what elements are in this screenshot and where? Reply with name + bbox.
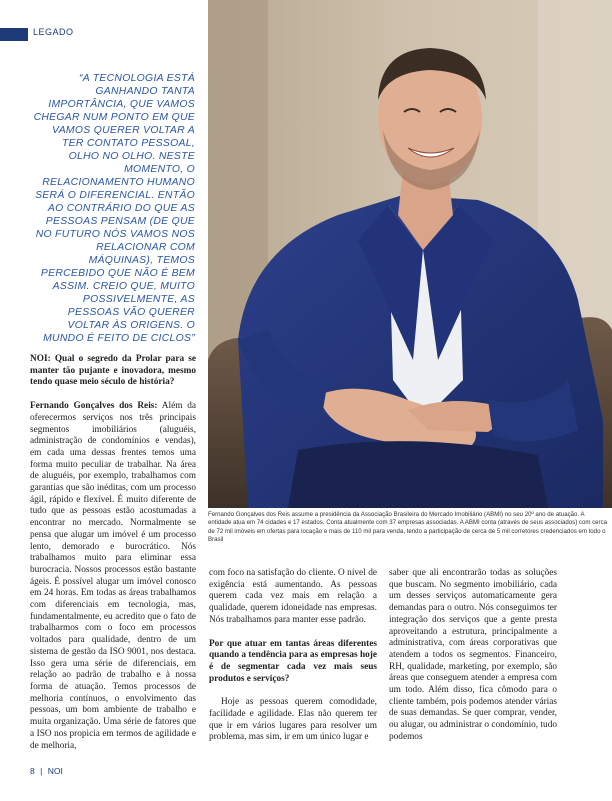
magazine-brand: NOI [47, 766, 63, 776]
answer-speaker: Fernando Gonçalves dos Reis: [30, 401, 158, 412]
interview-question: Por que atuar em tantas áreas diferentes quando a tendência para as empresas hoje é de segmentar cada vez mais seus produtos e serviços? [209, 638, 377, 684]
article-column-right [389, 568, 557, 744]
pull-quote: “A TECNOLOGIA ESTÁ GANHANDO TANTA IMPORTÂNCIA, QUE VAMOS CHEGAR NUM PONTO EM QUE VAMOS QUERER VOLTAR A TER CONTATO PESSOAL, OLHO NO OLHO. NESTE MOMENTO, O RELACIONAMENTO HUMANO SERÁ O DIFERENCIAL. ENTÃO AO CONTRÁRIO DO QUE AS PESSOAS PENSAM (DE QUE NO FUTURO NÓS VAMOS NOS RELACIONAR COM MÁQUINAS), TEMOS PERCEBIDO QUE NÃO É BEM ASSIM. CREIO QUE, MUITO POSSIVELMENTE, AS PESSOAS VÃO QUERER VOLTAR ÀS ORIGENS. O MUNDO É FEITO DE CICLOS” [33, 73, 195, 344]
article-column-middle [209, 568, 377, 744]
interview-answer [30, 401, 196, 752]
interview-question: NOI: Qual o segredo da Prolar para se manter tão pujante e inovadora, mesmo tendo quase meio século de história? [30, 354, 196, 388]
section-marker [0, 28, 28, 41]
answer-continuation: saber que ali encontrarão todas as soluções que buscam. No segmento imobiliário, cada um desses serviços automaticamente gera demandas para o outro. Nós conseguimos ter integração dos serviços que a gente presta aproveitando a estrutura, principalmente a administrativa, com áreas corporativas que atendem a todos os segmentos. Financeiro, RH, qualidade, marketing, por exemplo, são áreas que conseguem atender a empresa com um todo. Além disso, fica cômodo para o cliente também, pois podemos atender várias de suas demandas. Se quer comprar, vender, ou alugar, ou administrar o condomínio, tudo podemos [389, 568, 557, 742]
portrait-photo [208, 0, 612, 508]
page-footer [30, 766, 66, 776]
footer-separator: | [40, 766, 43, 776]
answer-text: Hoje as pessoas querem comodidade, facilidade e agilidade. Elas não querem ter que ir em vários lugares para resolver um problema, mas sim, ir em um único lugar e [209, 697, 377, 743]
answer-text: Além da oferecermos serviços nos três principais segmentos imobiliários (aluguéis, administração de condomínios e vendas), em cada uma dessas frentes temos uma forma muito peculiar de trabalhar. Na área de aluguéis, por exemplo, trabalhamos com garantias que são inéditas, com um processo ágil, rápido e flexível. É muito diferente de tudo que as pessoas estão acostumadas a encontrar no mercado. Normalmente se pensa que alugar um imóvel é um processo lento, demorado e burocrático. Nós trabalhamos muito para eliminar essa burocracia. Nossos processos estão bastante ágeis. É possível alugar um imóvel conosco em 24 horas. Em todas as áreas trabalhamos com diferenciais em tecnologia, mas, fundamentalmente, eu acredito que o fato de trabalharmos com o foco em processos voltados para qualidade, dentro de um sistema de gestão da ISO 9001, nos destaca. Isso gera uma série de diferenciais, em relação ao padrão de trabalho e à nossa forma de atuação. Temos processos de melhoria contínuos, o envolvimento das pessoas, um bom ambiente de trabalho e muita organização. Uma série de fatores que a ISO nos propicia em termos de agilidade e de melhoria, [30, 401, 197, 751]
article-column-left [30, 354, 196, 752]
answer-continuation: com foco na satisfação do cliente. O nível de exigência está aumentando. As pessoas querem cada vez mais em relação a qualidade, querem idoneidade nas empresas. Nós trabalhamos para manter esse padrão. [209, 568, 377, 625]
page-number: 8 [30, 766, 35, 776]
photo-caption: Fernando Gonçalves dos Reis assume a presidência da Associação Brasileira do Mercado Imobiliário (ABMI) no seu 20º ano de atuação. A entidade atua em 74 cidades e 17 estados. Conta atualmente com 37 empresas associadas. A ABMI conta (através de seus associados) com cerca de 72 mil imóveis em ofertas para locação e mais de 110 mil para venda, tendo a participação de cerca de 5 mil corretores credenciados em todo o Brasil [208, 511, 608, 544]
section-label: LEGADO [33, 27, 74, 37]
